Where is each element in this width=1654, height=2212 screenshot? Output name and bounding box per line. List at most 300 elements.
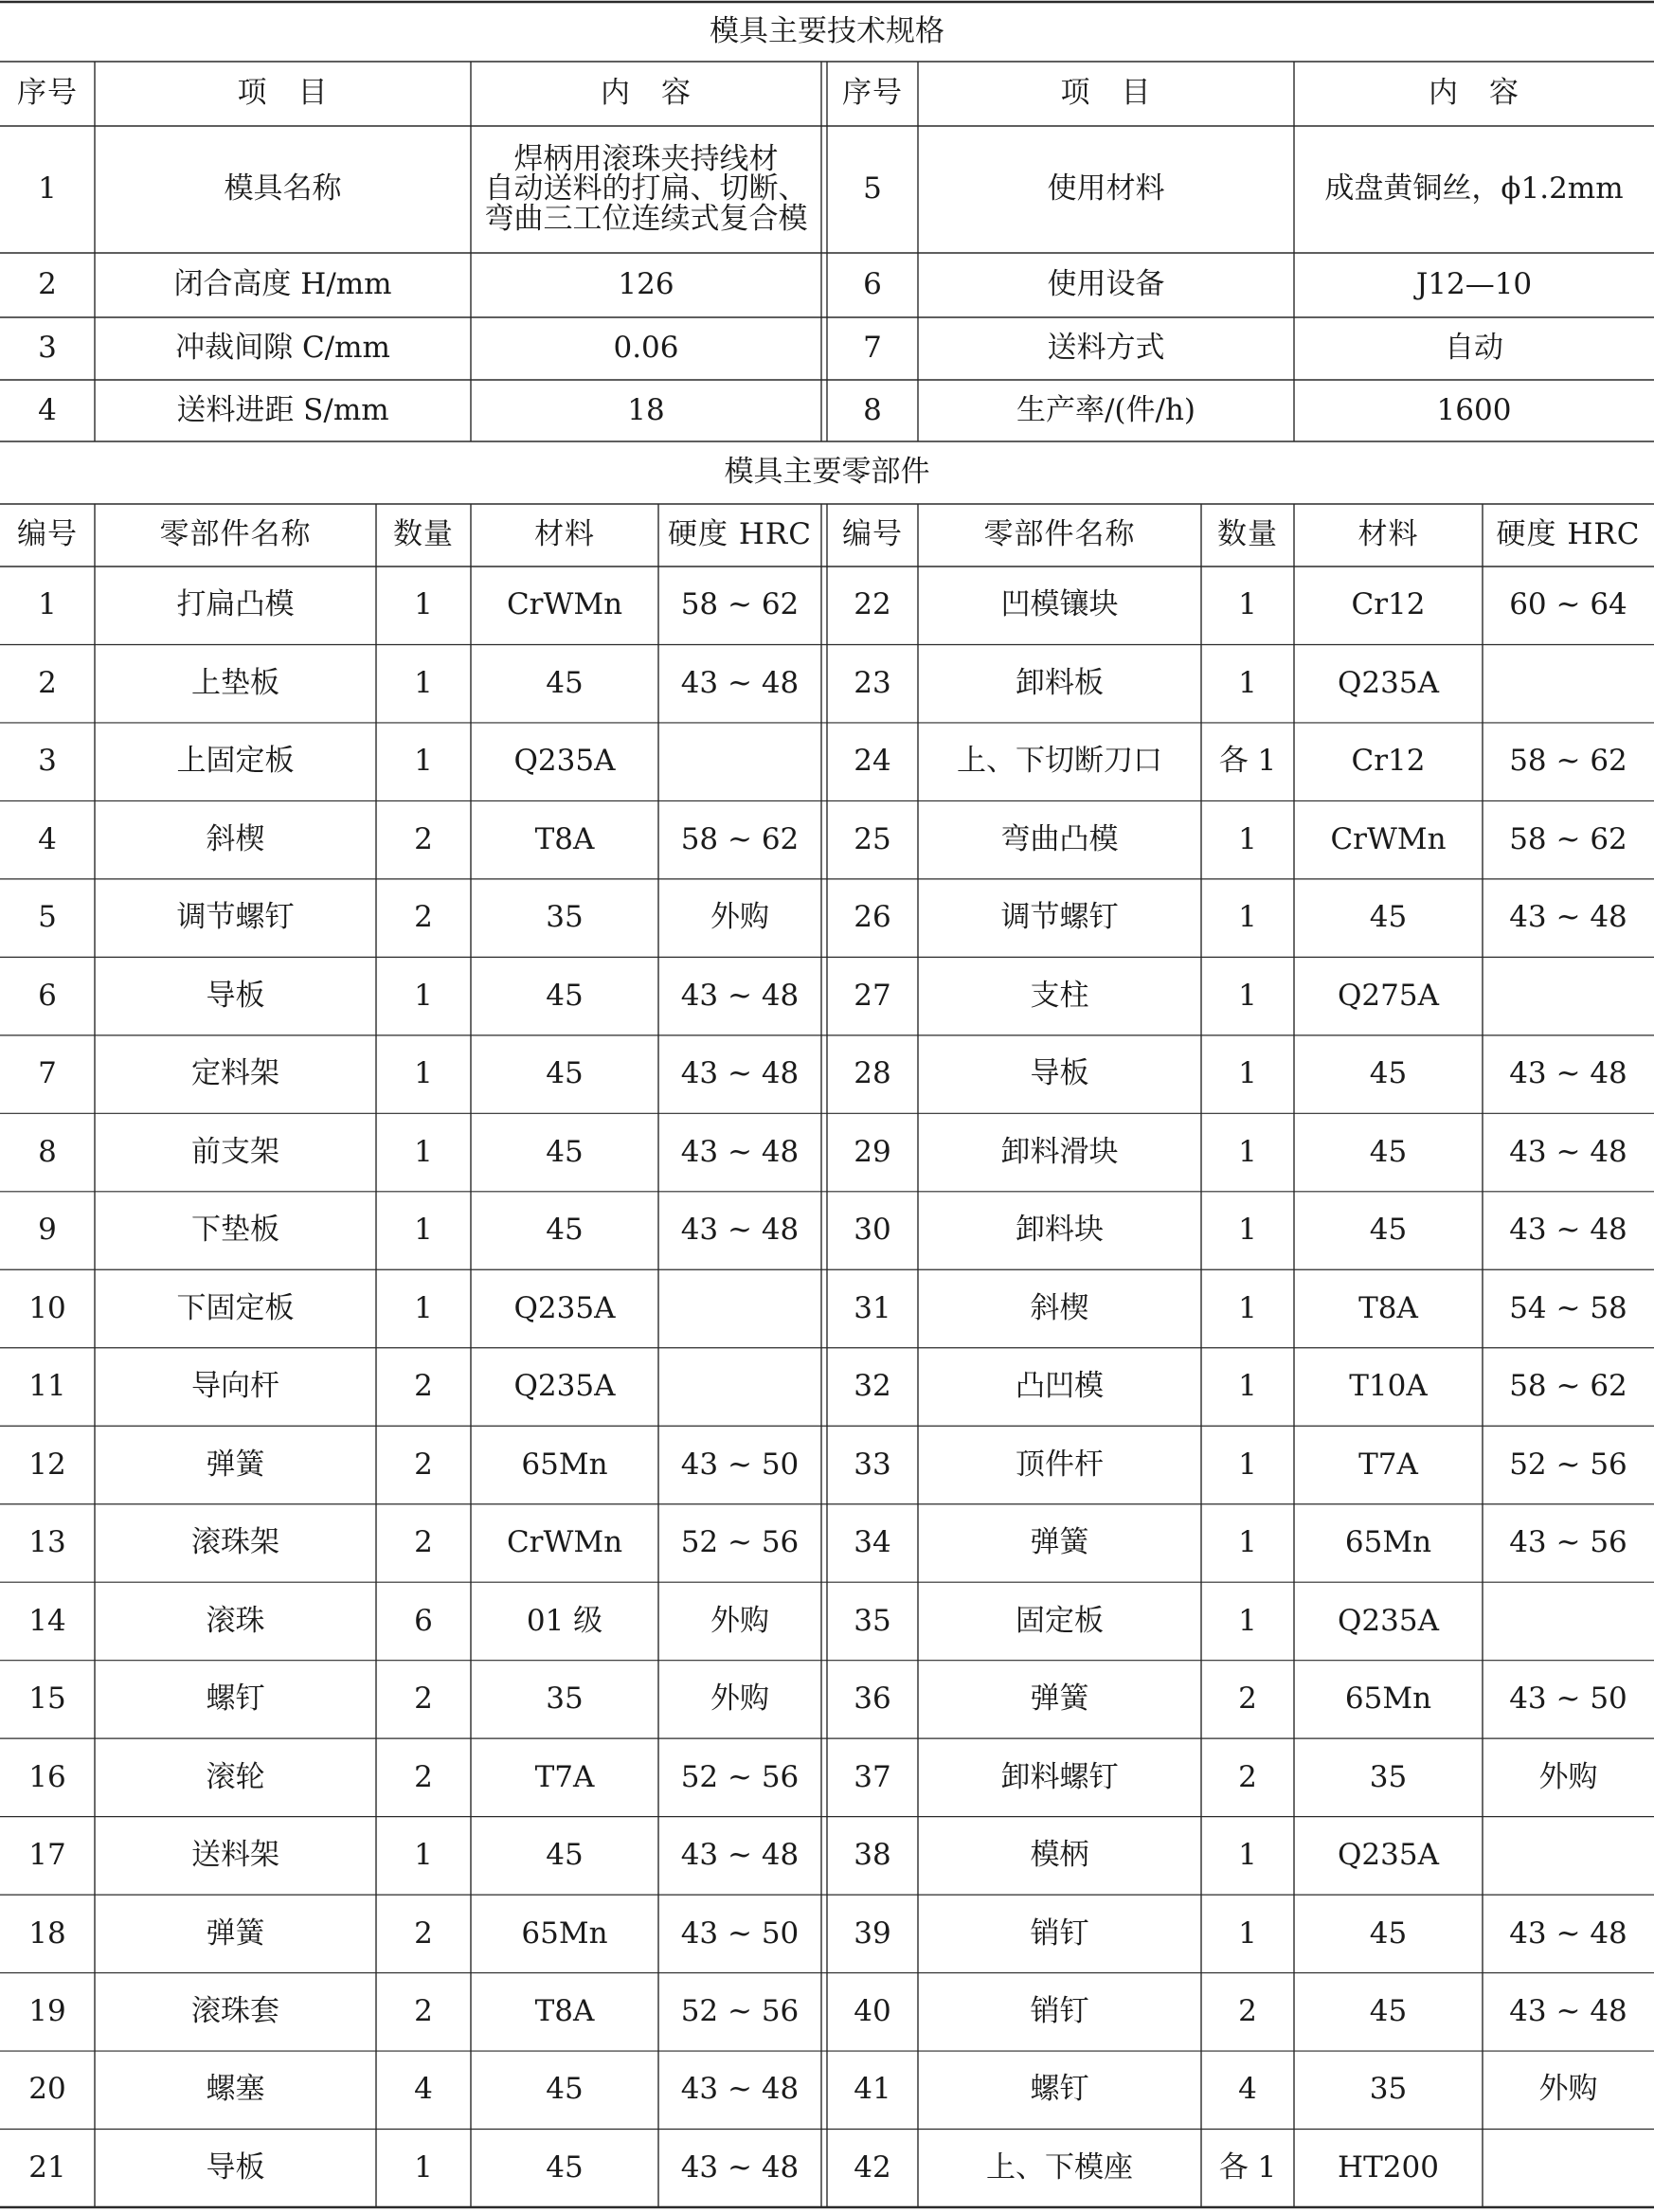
parts-cell-text: 螺钉: [206, 1681, 265, 1717]
parts-cell-text: 1: [1238, 665, 1257, 700]
parts-cell: [658, 2130, 821, 2207]
spec-title: [0, 2, 1654, 62]
parts-cell-text: 2: [414, 1993, 433, 2028]
spec-cell-text: 4: [38, 392, 57, 427]
parts-cell: [658, 1582, 821, 1660]
parts-cell-text: 上垫板: [191, 665, 279, 700]
parts-cell: [471, 957, 658, 1034]
parts-cell: [1294, 1426, 1483, 1503]
parts-cell-text: 20: [28, 2072, 66, 2107]
parts-cell-text: 43 ~ 48: [680, 1056, 800, 1091]
parts-cell: [0, 1973, 95, 2051]
parts-cell: [1483, 1113, 1654, 1191]
parts-cell: [918, 1582, 1201, 1660]
parts-cell: [1201, 1661, 1294, 1738]
parts-cell-text: 43 ~ 48: [680, 2072, 800, 2107]
parts-cell-text: 模柄: [1030, 1838, 1089, 1873]
parts-cell: [658, 1113, 821, 1191]
parts-cell: [95, 1348, 376, 1426]
spec-cell: [827, 126, 918, 253]
parts-cell: [918, 1269, 1201, 1347]
parts-cell: [658, 1738, 821, 1816]
parts-cell-text: 2: [414, 1759, 433, 1794]
parts-header-9: [1483, 504, 1654, 566]
parts-cell-text: 9: [38, 1213, 57, 1248]
parts-cell-text: 43 ~ 48: [680, 978, 800, 1013]
parts-cell: [95, 1192, 376, 1269]
parts-cell-text: 43 ~ 48: [680, 665, 800, 700]
parts-cell: [827, 1504, 918, 1582]
parts-cell-text: 58 ~ 62: [1509, 744, 1627, 779]
parts-cell-text: 43 ~ 48: [1509, 900, 1627, 935]
parts-cell-text: 52 ~ 56: [680, 1525, 800, 1560]
parts-cell-text: 卸料板: [1016, 665, 1104, 700]
spec-header-1-text: 项 目: [237, 76, 329, 111]
parts-cell: [95, 1504, 376, 1582]
spec-cell: [471, 126, 821, 253]
parts-cell-text: 1: [1238, 900, 1257, 935]
parts-cell: [918, 723, 1201, 800]
parts-cell: [1294, 879, 1483, 957]
parts-cell-text: Q235A: [513, 744, 616, 779]
spec-cell: [1294, 380, 1654, 441]
parts-cell: [827, 1192, 918, 1269]
parts-cell: [827, 957, 918, 1034]
parts-cell: [376, 1817, 471, 1895]
spec-cell-lines: [484, 141, 808, 236]
parts-cell: [918, 1817, 1201, 1895]
parts-cell: [1201, 1035, 1294, 1113]
parts-cell: [376, 566, 471, 644]
parts-cell-text: 2: [414, 1915, 433, 1951]
parts-cell-text: 凹模镶块: [1000, 587, 1119, 622]
parts-cell: [376, 2051, 471, 2129]
parts-cell: [1201, 800, 1294, 878]
parts-cell: [376, 1973, 471, 2051]
parts-cell-text: 10: [28, 1290, 66, 1325]
parts-cell-text: 1: [1238, 1213, 1257, 1248]
parts-cell-text: 65Mn: [1344, 1681, 1432, 1717]
parts-cell: [1294, 1192, 1483, 1269]
parts-cell-text: 外购: [710, 900, 769, 935]
parts-cell-text: 12: [28, 1447, 66, 1482]
parts-cell-text: 18: [28, 1915, 66, 1951]
parts-cell: [0, 1582, 95, 1660]
parts-cell: [1483, 957, 1654, 1034]
parts-cell-text: 22: [854, 587, 891, 622]
parts-cell-text: 1: [1238, 978, 1257, 1013]
parts-cell-text: 2: [1238, 1993, 1257, 2028]
parts-cell: [376, 879, 471, 957]
parts-header-1-text: 零部件名称: [159, 517, 312, 552]
parts-cell-text: 调节螺钉: [1000, 900, 1119, 935]
spec-header-5: [1294, 62, 1654, 126]
parts-header-9-text: 硬度 HRC: [1496, 517, 1641, 552]
parts-cell: [918, 1504, 1201, 1582]
parts-cell-text: 1: [414, 1290, 433, 1325]
parts-cell: [471, 723, 658, 800]
parts-cell: [471, 1113, 658, 1191]
parts-cell-text: Q235A: [1338, 1603, 1439, 1638]
parts-cell-text: Q275A: [1338, 978, 1439, 1013]
parts-cell-text: T8A: [534, 821, 595, 856]
spec-cell-text: 送料方式: [1047, 331, 1165, 366]
parts-header-2: [376, 504, 471, 566]
parts-cell-text: 送料架: [191, 1838, 279, 1873]
parts-cell-text: 前支架: [191, 1134, 279, 1169]
parts-cell: [1483, 2051, 1654, 2129]
spec-cell-text: 冲裁间隙 C/mm: [175, 331, 390, 366]
parts-cell: [1294, 957, 1483, 1034]
parts-cell: [1294, 2130, 1483, 2207]
parts-cell: [658, 1817, 821, 1895]
parts-cell: [918, 2130, 1201, 2207]
parts-cell: [0, 2051, 95, 2129]
parts-cell-text: 1: [414, 978, 433, 1013]
parts-cell: [658, 1348, 821, 1426]
parts-cell-text: 2: [1238, 1759, 1257, 1794]
parts-cell-text: 52 ~ 56: [680, 1759, 800, 1794]
parts-cell: [1294, 1504, 1483, 1582]
parts-cell-text: 斜楔: [206, 821, 265, 856]
parts-cell: [376, 1661, 471, 1738]
parts-cell-text: 26: [854, 900, 891, 935]
parts-cell-text: 3: [38, 744, 57, 779]
parts-cell: [0, 1661, 95, 1738]
spec-header-3: [827, 62, 918, 126]
parts-cell: [1201, 723, 1294, 800]
parts-header-7: [1201, 504, 1294, 566]
parts-cell: [827, 879, 918, 957]
parts-cell: [1294, 1738, 1483, 1816]
parts-cell: [658, 1269, 821, 1347]
parts-cell-text: 导板: [1030, 1056, 1089, 1091]
parts-cell-text: 1: [414, 744, 433, 779]
parts-cell: [827, 1738, 918, 1816]
parts-cell: [658, 1661, 821, 1738]
parts-cell: [1201, 1269, 1294, 1347]
spec-cell-text: 2: [38, 267, 57, 302]
parts-cell: [471, 1973, 658, 2051]
parts-cell: [918, 2051, 1201, 2129]
parts-cell: [1483, 723, 1654, 800]
spec-cell: [0, 126, 95, 253]
spec-cell-text: 6: [863, 267, 882, 302]
parts-cell-text: 2: [414, 900, 433, 935]
parts-cell: [918, 1895, 1201, 1972]
parts-cell: [376, 1582, 471, 1660]
spec-cell-text: 生产率/(件/h): [1016, 392, 1196, 427]
parts-cell-text: 35: [546, 1681, 584, 1717]
parts-cell-text: 6: [414, 1603, 433, 1638]
parts-cell-text: 外购: [710, 1603, 769, 1638]
spec-header-2-text: 内 容: [601, 76, 692, 111]
parts-cell: [1483, 1817, 1654, 1895]
spec-cell-text: 5: [863, 171, 882, 207]
parts-cell-text: 43 ~ 48: [680, 1838, 800, 1873]
parts-cell: [376, 1269, 471, 1347]
parts-cell: [471, 566, 658, 644]
parts-cell-text: 45: [1369, 1915, 1408, 1951]
parts-cell: [471, 1192, 658, 1269]
parts-cell-text: 滚珠架: [191, 1525, 279, 1560]
parts-cell: [376, 1895, 471, 1972]
spec-cell: [0, 380, 95, 441]
parts-cell-text: 5: [38, 900, 57, 935]
parts-cell-text: T10A: [1349, 1369, 1428, 1404]
parts-cell: [827, 1426, 918, 1503]
parts-cell-text: 弹簧: [206, 1915, 265, 1951]
parts-cell-text: 2: [414, 1681, 433, 1717]
parts-cell: [471, 2130, 658, 2207]
spec-header-4-text: 项 目: [1060, 76, 1152, 111]
spec-cell: [95, 380, 471, 441]
parts-cell: [0, 723, 95, 800]
parts-cell: [95, 800, 376, 878]
parts-header-5-text: 编号: [842, 517, 903, 552]
parts-cell: [95, 1973, 376, 2051]
parts-cell: [0, 2130, 95, 2207]
spec-cell-text: 送料进距 S/mm: [176, 392, 389, 427]
parts-cell: [0, 644, 95, 722]
parts-cell-text: 4: [414, 2072, 433, 2107]
parts-cell-text: 45: [546, 2149, 584, 2185]
parts-cell-text: CrWMn: [506, 587, 623, 622]
parts-cell: [827, 644, 918, 722]
parts-cell: [918, 957, 1201, 1034]
parts-cell-text: 打扁凸模: [176, 587, 295, 622]
parts-cell-text: 35: [1369, 1759, 1408, 1794]
parts-cell-text: 45: [546, 978, 584, 1013]
parts-cell-text: 1: [1238, 1603, 1257, 1638]
spec-cell-text: 0.06: [613, 331, 679, 366]
parts-cell: [1294, 1661, 1483, 1738]
parts-cell: [827, 1269, 918, 1347]
parts-cell: [1201, 1113, 1294, 1191]
parts-cell-text: 45: [1369, 1134, 1408, 1169]
parts-cell: [0, 1348, 95, 1426]
parts-cell: [1201, 1348, 1294, 1426]
parts-cell: [1201, 1192, 1294, 1269]
spec-cell-text: 7: [863, 331, 882, 366]
parts-cell-text: 固定板: [1016, 1603, 1104, 1638]
parts-cell-text: 45: [546, 2072, 584, 2107]
parts-cell: [95, 1426, 376, 1503]
parts-cell: [471, 1035, 658, 1113]
parts-cell-text: 卸料螺钉: [1000, 1759, 1119, 1794]
spec-cell-text: 自动: [1445, 331, 1503, 366]
parts-cell: [376, 2130, 471, 2207]
parts-cell: [376, 957, 471, 1034]
parts-cell-text: Cr12: [1351, 587, 1426, 622]
parts-cell: [918, 1192, 1201, 1269]
parts-cell-text: 19: [28, 1993, 66, 2028]
spec-header-3-text: 序号: [842, 76, 903, 111]
parts-cell-text: 32: [854, 1369, 891, 1404]
parts-cell: [1294, 644, 1483, 722]
parts-cell-text: 1: [1238, 1447, 1257, 1482]
parts-cell-text: 导板: [206, 978, 265, 1013]
spec-cell-text: 闭合高度 H/mm: [173, 267, 392, 302]
parts-cell-text: 外购: [1538, 1759, 1598, 1794]
parts-cell-text: 42: [854, 2149, 891, 2185]
parts-cell: [1201, 2130, 1294, 2207]
parts-cell: [658, 644, 821, 722]
parts-cell-text: 15: [28, 1681, 66, 1717]
spec-cell: [918, 126, 1294, 253]
parts-cell: [827, 2130, 918, 2207]
parts-cell: [827, 1582, 918, 1660]
parts-cell: [1483, 644, 1654, 722]
spec-cell: [95, 317, 471, 380]
parts-cell: [918, 1113, 1201, 1191]
parts-cell-text: 弹簧: [1030, 1681, 1089, 1717]
parts-cell: [95, 1113, 376, 1191]
spec-title-text: 模具主要技术规格: [710, 13, 944, 48]
parts-cell-text: 43 ~ 50: [680, 1447, 800, 1482]
parts-cell: [658, 2051, 821, 2129]
parts-cell: [827, 723, 918, 800]
parts-cell: [658, 1973, 821, 2051]
parts-cell-text: 滚珠套: [191, 1993, 279, 2028]
parts-cell: [0, 1817, 95, 1895]
parts-cell: [0, 1738, 95, 1816]
parts-cell: [658, 879, 821, 957]
parts-cell-text: 1: [414, 1838, 433, 1873]
parts-cell: [471, 800, 658, 878]
parts-cell-text: 39: [854, 1915, 891, 1951]
parts-header-4: [658, 504, 821, 566]
parts-cell: [918, 644, 1201, 722]
parts-cell: [1294, 1973, 1483, 2051]
parts-cell: [0, 1113, 95, 1191]
parts-cell: [1483, 566, 1654, 644]
parts-cell: [1294, 1348, 1483, 1426]
parts-cell-text: 上、下模座: [986, 2149, 1133, 2185]
parts-cell: [95, 957, 376, 1034]
parts-cell-text: 54 ~ 58: [1509, 1290, 1627, 1325]
parts-cell-text: 2: [414, 821, 433, 856]
parts-cell-text: 13: [28, 1525, 66, 1560]
parts-cell-text: 2: [38, 665, 57, 700]
parts-cell-text: 1: [1238, 1369, 1257, 1404]
parts-cell: [1483, 1895, 1654, 1972]
parts-cell: [1294, 1817, 1483, 1895]
parts-cell: [1483, 1973, 1654, 2051]
parts-cell-text: 导向杆: [191, 1369, 279, 1404]
parts-cell: [471, 1269, 658, 1347]
parts-cell: [95, 1895, 376, 1972]
parts-cell-text: 2: [1238, 1681, 1257, 1717]
parts-cell: [1201, 1895, 1294, 1972]
parts-header-7-text: 数量: [1217, 517, 1278, 552]
parts-cell-text: 21: [28, 2149, 66, 2185]
spec-cell-text: 模具名称: [224, 171, 342, 207]
parts-cell-text: 41: [854, 2072, 891, 2107]
parts-cell-text: 43 ~ 48: [680, 2149, 800, 2185]
parts-cell: [918, 1348, 1201, 1426]
parts-cell: [0, 1192, 95, 1269]
spec-cell-text: 1600: [1436, 392, 1512, 427]
spec-cell: [1294, 253, 1654, 317]
parts-cell: [658, 1192, 821, 1269]
parts-cell-text: 35: [854, 1603, 891, 1638]
parts-cell: [0, 957, 95, 1034]
parts-cell-text: T8A: [534, 1993, 595, 2028]
parts-cell: [1483, 1582, 1654, 1660]
spec-header-0: [0, 62, 95, 126]
parts-cell: [1201, 1426, 1294, 1503]
parts-cell-text: 螺钉: [1030, 2072, 1089, 2107]
parts-cell-text: 销钉: [1030, 1993, 1089, 2028]
parts-cell-text: 35: [546, 900, 584, 935]
parts-cell-text: 8: [38, 1134, 57, 1169]
spec-cell: [0, 317, 95, 380]
parts-cell: [471, 1426, 658, 1503]
parts-cell-text: 螺塞: [206, 2072, 265, 2107]
parts-cell-text: 定料架: [191, 1056, 279, 1091]
parts-cell-text: 43 ~ 48: [1509, 1213, 1627, 1248]
parts-cell: [827, 1113, 918, 1191]
parts-cell: [95, 1582, 376, 1660]
parts-cell-text: 43 ~ 48: [1509, 1915, 1627, 1951]
parts-cell: [1483, 2130, 1654, 2207]
parts-cell-text: 23: [854, 665, 891, 700]
parts-cell-text: 33: [854, 1447, 891, 1482]
parts-cell: [658, 957, 821, 1034]
parts-cell-text: 28: [854, 1056, 891, 1091]
spec-cell-text: J12—10: [1415, 267, 1533, 302]
parts-cell-text: 滚珠: [206, 1603, 265, 1638]
parts-cell-text: 上固定板: [176, 744, 295, 779]
parts-cell-text: 7: [38, 1056, 57, 1091]
parts-cell: [95, 879, 376, 957]
parts-cell-text: 弹簧: [1030, 1525, 1089, 1560]
parts-header-0: [0, 504, 95, 566]
parts-cell-text: 1: [1238, 1838, 1257, 1873]
parts-cell: [918, 879, 1201, 957]
spec-cell-text: 3: [38, 331, 57, 366]
parts-cell-text: 45: [546, 665, 584, 700]
spec-cell: [918, 317, 1294, 380]
parts-cell: [827, 1973, 918, 2051]
parts-cell-text: CrWMn: [1330, 821, 1447, 856]
parts-cell: [95, 723, 376, 800]
parts-cell-text: 25: [854, 821, 891, 856]
parts-cell: [1294, 1035, 1483, 1113]
parts-cell: [1483, 1035, 1654, 1113]
spec-cell: [95, 126, 471, 253]
parts-header-5: [827, 504, 918, 566]
parts-cell-text: 1: [414, 1134, 433, 1169]
parts-cell-text: 58 ~ 62: [680, 587, 800, 622]
parts-cell: [827, 2051, 918, 2129]
parts-cell-text: 58 ~ 62: [680, 821, 800, 856]
spec-cell-text: 成盘黄铜丝，ϕ1.2mm: [1324, 171, 1624, 207]
parts-cell-text: 下垫板: [191, 1213, 279, 1248]
parts-cell-text: 43 ~ 48: [680, 1134, 800, 1169]
parts-cell-text: 65Mn: [521, 1447, 608, 1482]
parts-cell-text: 01 级: [526, 1603, 603, 1638]
parts-cell-text: 43 ~ 48: [1509, 1993, 1627, 2028]
parts-cell: [376, 1035, 471, 1113]
parts-cell: [1483, 1426, 1654, 1503]
parts-cell-text: 27: [854, 978, 891, 1013]
parts-cell: [1294, 723, 1483, 800]
parts-cell-text: 销钉: [1030, 1915, 1089, 1951]
parts-header-1: [95, 504, 376, 566]
parts-cell-text: 1: [414, 2149, 433, 2185]
